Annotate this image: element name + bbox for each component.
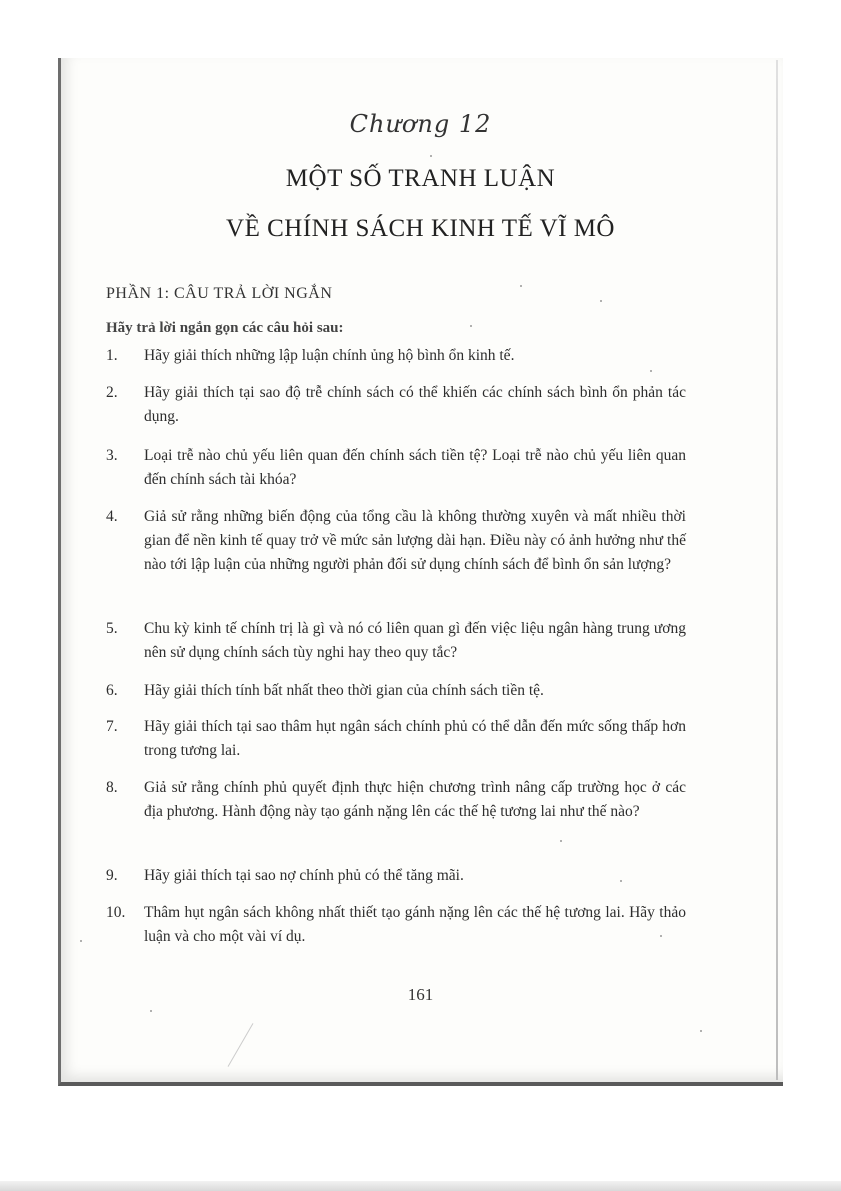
scan-bottom-strip [0, 1181, 841, 1191]
part-heading: PHẦN 1: CÂU TRẢ LỜI NGẮN [106, 285, 333, 302]
question-item [106, 901, 686, 949]
question-number: 7. [106, 718, 118, 735]
question-item [106, 776, 686, 824]
scan-speck [470, 325, 472, 327]
chapter-title-line-1: MỘT SỐ TRANH LUẬN [285, 165, 556, 192]
scan-speck [660, 935, 662, 937]
scan-speck [430, 155, 432, 157]
question-text: Loại trễ nào chủ yếu liên quan đến chính sách tiền tệ? Loại trễ nào chủ yếu liên quan đến chính sách tài khóa? [144, 447, 686, 488]
question-item [106, 617, 686, 665]
question-number: 1. [106, 347, 118, 364]
question-number: 6. [106, 682, 118, 699]
question-item [106, 444, 686, 492]
question-item [106, 864, 686, 888]
chapter-title-line-2: VỀ CHÍNH SÁCH KINH TẾ VĨ MÔ [226, 215, 615, 242]
scan-speck [560, 840, 562, 842]
question-text: Hãy giải thích tại sao nợ chính phủ có thể tăng mãi. [144, 867, 464, 884]
scan-speck [700, 1030, 702, 1032]
question-item [106, 679, 686, 703]
scan-speck [620, 880, 622, 882]
question-item [106, 715, 686, 763]
question-item [106, 381, 686, 429]
question-text: Hãy giải thích tính bất nhất theo thời gian của chính sách tiền tệ. [144, 682, 544, 699]
question-item [106, 344, 686, 368]
question-number: 9. [106, 867, 118, 884]
question-text: Hãy giải thích tại sao thâm hụt ngân sách chính phủ có thể dẫn đến mức sống thấp hơn trong tương lai. [144, 718, 686, 759]
scan-speck [600, 300, 602, 302]
question-number: 3. [106, 447, 118, 464]
scan-speck [80, 940, 82, 942]
question-text: Hãy giải thích những lập luận chính ủng hộ bình ổn kinh tế. [144, 347, 515, 364]
question-text: Chu kỳ kinh tế chính trị là gì và nó có liên quan gì đến việc liệu ngân hàng trung ương nên sử dụng chính sách tùy nghi hay theo quy tắc? [144, 620, 686, 661]
question-number: 8. [106, 779, 118, 796]
scan-speck [650, 370, 652, 372]
scan-speck [150, 1010, 152, 1012]
page-number: 161 [407, 985, 434, 1004]
question-text: Thâm hụt ngân sách không nhất thiết tạo gánh nặng lên các thế hệ tương lai. Hãy thảo luận và cho một vài ví dụ. [144, 904, 686, 945]
question-number: 2. [106, 384, 118, 401]
question-text: Hãy giải thích tại sao độ trễ chính sách có thể khiến các chính sách bình ổn phản tác dụng. [144, 384, 686, 425]
question-number: 5. [106, 620, 118, 637]
question-item [106, 505, 686, 577]
question-number: 10. [106, 904, 126, 921]
chapter-label: Chương 12 [349, 110, 492, 138]
scan-speck [520, 285, 522, 287]
page-edge [776, 60, 778, 1080]
question-number: 4. [106, 508, 118, 525]
question-text: Giả sử rằng chính phủ quyết định thực hiện chương trình nâng cấp trường học ở các địa phương. Hành động này tạo gánh nặng lên các thế hệ tương lai như thế nào? [144, 779, 686, 820]
instructions: Hãy trả lời ngắn gọn các câu hỏi sau: [106, 320, 344, 336]
question-text: Giả sử rằng những biến động của tổng cầu là không thường xuyên và mất nhiều thời gian để nền kinh tế quay trở về mức sản lượng dài hạn. Điều này có ảnh hưởng như thế nào tới lập luận của những người phản đối sử dụng chính sách để bình ổn sản lượng? [144, 508, 686, 573]
